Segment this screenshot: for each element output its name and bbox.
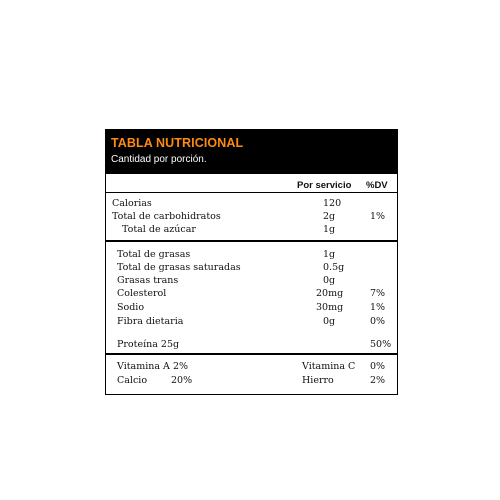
nutrient-dv-sodio: 1% [370,302,386,313]
column-header-per-serving: Por servicio [297,180,352,191]
nutrient-label-sodio: Sodio [117,302,145,313]
nutrient-dv-carbohidratos: 1% [370,211,386,222]
nutrient-dv-fibra: 0% [370,316,386,327]
nutrient-amount-calorias: 120 [323,198,342,209]
nutrient-amount-colesterol: 20mg [316,288,344,299]
nutrition-table [105,129,398,395]
nutrient-amount-sodio: 30mg [316,302,344,313]
hierro-value: 2% [370,375,386,386]
nutrient-label-grasas-saturadas: Total de grasas saturadas [117,262,241,273]
vitamin-a-label: Vitamina A [117,361,170,372]
nutrient-amount-grasas: 1g [323,249,336,260]
nutrient-amount-azucar: 1g [323,224,336,235]
divider-columns [106,192,397,193]
nutrient-amount-fibra: 0g [323,316,336,327]
table-header [106,130,397,174]
nutrient-amount-grasas-trans: 0g [323,275,336,286]
nutrient-amount-carbohidratos: 2g [323,211,336,222]
nutrient-label-proteina: Proteína 25g [117,339,180,350]
vitamin-c-value: 0% [370,361,386,372]
nutrient-label-grasas: Total de grasas [117,249,191,260]
table-title: TABLA NUTRICIONAL [111,136,244,150]
calcio-label: Calcio [117,375,148,386]
hierro-label: Hierro [302,375,334,386]
table-subtitle: Cantidad por porción. [111,154,207,165]
nutrient-label-calorias: Calorias [112,198,152,209]
calcio-value: 20% [171,375,193,386]
nutrient-dv-proteina: 50% [370,339,392,350]
nutrient-label-azucar: Total de azúcar [122,224,196,235]
nutrient-label-grasas-trans: Grasas trans [117,275,179,286]
nutrient-label-colesterol: Colesterol [117,288,167,299]
nutrient-amount-grasas-saturadas: 0.5g [323,262,345,273]
column-header-dv: %DV [366,180,388,191]
vitamin-c-label: Vitamina C [302,361,356,372]
divider-section-1 [106,240,397,242]
nutrient-label-carbohidratos: Total de carbohidratos [112,211,221,222]
nutrient-label-fibra: Fibra dietaria [117,316,184,327]
nutrient-dv-colesterol: 7% [370,288,386,299]
vitamin-a-value: 2% [173,361,189,372]
divider-section-2 [106,353,397,355]
